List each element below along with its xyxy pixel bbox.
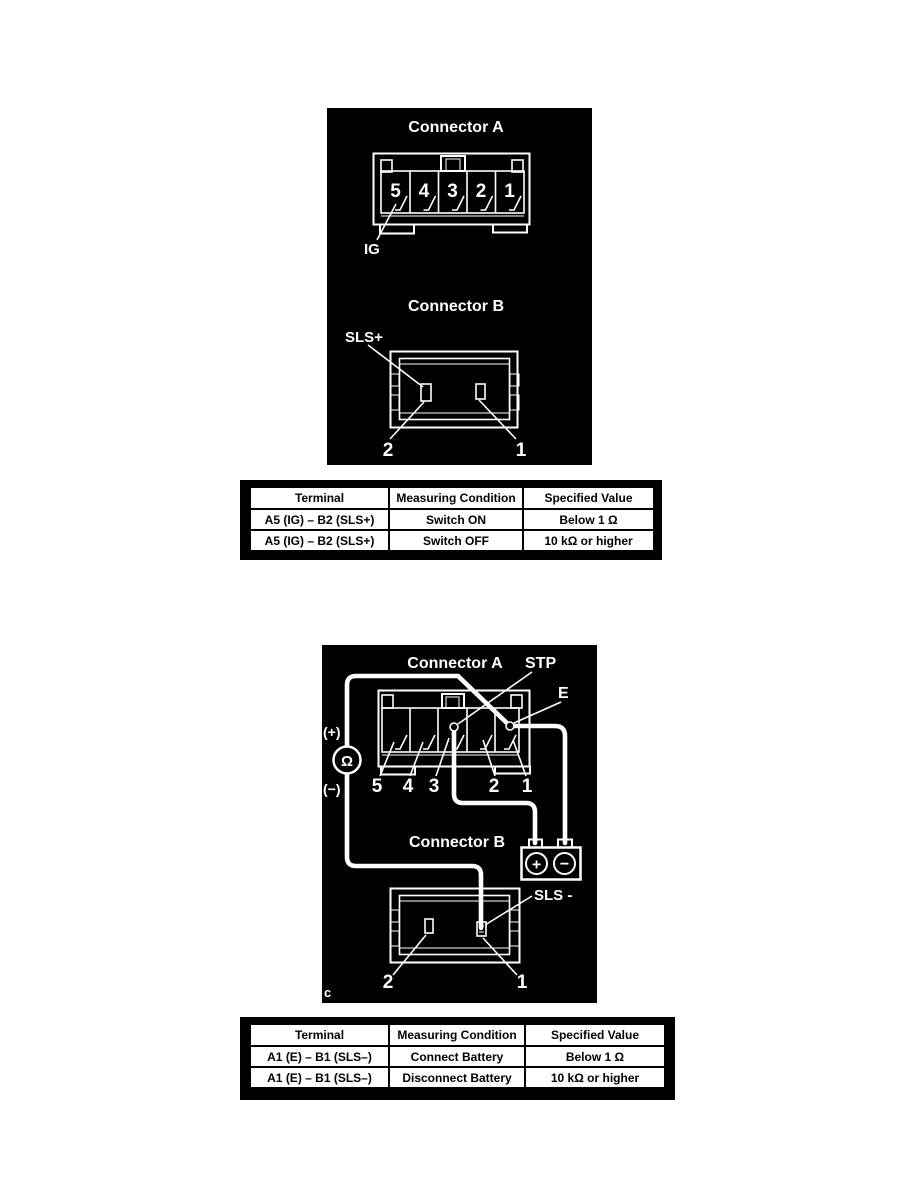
- connector-a-terminal-ticks: [395, 196, 521, 210]
- value-cell: 10 kΩ or higher: [523, 530, 654, 551]
- spec-table-1: [249, 486, 655, 552]
- connector-a-lock-tab-inner: [446, 159, 460, 171]
- terminal-cell: A5 (IG) – B2 (SLS+): [250, 530, 389, 551]
- spec-table-2: [249, 1023, 666, 1089]
- e-leader-line: [514, 702, 561, 723]
- stp-probe-dot: [450, 723, 458, 731]
- connector-a-left-lug: [382, 695, 393, 708]
- panel1-connector-b-drawing: [345, 329, 527, 461]
- panel2-connector-b-drawing: [383, 887, 573, 993]
- battery-icon: [522, 840, 581, 880]
- spec-table-block-2: [240, 1017, 675, 1100]
- connector-b-inner-lines: [400, 901, 509, 948]
- corner-mark: c: [324, 985, 332, 1000]
- panel1-connector-b-title: Connector B: [408, 298, 504, 315]
- table-row: [250, 509, 654, 530]
- connector-b-pin-2: [425, 919, 433, 933]
- connector-b-pin-1-number: 1: [516, 972, 528, 993]
- sls-plus-label: SLS+: [345, 329, 383, 346]
- pin1-leader-line: [483, 938, 517, 975]
- panel2-diagram: [322, 645, 597, 1003]
- connector-b-inner-lines: [400, 364, 509, 413]
- condition-cell: Connect Battery: [389, 1046, 525, 1067]
- pin-number-4: 4: [418, 181, 430, 202]
- connector-a-lock-tab: [441, 156, 465, 171]
- table-row: [250, 530, 654, 551]
- wire-plus-to-e: [347, 676, 510, 748]
- panel1-diagram: [327, 108, 592, 465]
- diagram-panel-continuity-check: [327, 108, 592, 465]
- pin-number-4: 4: [402, 776, 414, 797]
- connector-a-right-lug: [511, 695, 522, 708]
- stp-label: STP: [525, 655, 557, 672]
- pin-number-1: 1: [504, 181, 515, 202]
- connector-a-lock-tab: [442, 694, 464, 708]
- condition-cell: Switch OFF: [389, 530, 523, 551]
- col-header-measuring-condition: Measuring Condition: [389, 487, 523, 509]
- sls-minus-label: SLS -: [534, 887, 573, 904]
- panel1-connector-a-drawing: [364, 154, 530, 259]
- terminal-cell: A1 (E) – B1 (SLS–): [250, 1067, 389, 1088]
- connector-b-side-notches: [390, 374, 519, 410]
- wire-e-to-battery-minus: [512, 726, 565, 843]
- e-label: E: [558, 685, 569, 702]
- connector-b-pin-2-number: 2: [382, 972, 394, 993]
- condition-cell: Disconnect Battery: [389, 1067, 525, 1088]
- col-header-specified-value: Specified Value: [525, 1024, 665, 1046]
- pin-number-1: 1: [521, 776, 533, 797]
- table-row: [250, 1046, 665, 1067]
- connector-a-lock-tab-inner: [446, 697, 459, 708]
- pin-number-5: 5: [371, 776, 383, 797]
- value-cell: 10 kΩ or higher: [525, 1067, 665, 1088]
- connector-b-pin-1: [476, 384, 485, 399]
- value-cell: Below 1 Ω: [525, 1046, 665, 1067]
- terminal-cell: A1 (E) – B1 (SLS–): [250, 1046, 389, 1067]
- pin-number-2: 2: [475, 181, 487, 202]
- col-header-terminal: Terminal: [250, 487, 389, 509]
- diagram-panel-battery-check: [322, 645, 597, 1003]
- pin-number-2: 2: [488, 776, 500, 797]
- connector-b-pin-2-number: 2: [382, 440, 394, 461]
- battery-plus-icon: +: [531, 856, 542, 874]
- ohmmeter-wires: [347, 676, 565, 928]
- connector-a-right-lug: [512, 160, 523, 172]
- connector-a-bottom-right-tab: [493, 225, 527, 233]
- connector-b-housing: [391, 352, 518, 428]
- panel2-connector-a-title: Connector A: [407, 655, 503, 672]
- battery-body: [522, 848, 581, 880]
- connector-b-pin-1-number: 1: [515, 440, 527, 461]
- connector-a-bottom-left-tab: [381, 767, 415, 775]
- pin-number-5: 5: [390, 181, 401, 202]
- pin-number-3: 3: [428, 776, 440, 797]
- ig-leader-line: [377, 204, 396, 240]
- e-probe-dot: [506, 722, 514, 730]
- pin-number-3: 3: [447, 181, 458, 202]
- spec-table-block-1: [240, 480, 662, 560]
- connector-b-housing: [391, 889, 520, 963]
- pin2-leader-line: [390, 402, 424, 439]
- panel2-connector-b-title: Connector B: [409, 834, 505, 851]
- condition-cell: Switch ON: [389, 509, 523, 530]
- value-cell: Below 1 Ω: [523, 509, 654, 530]
- col-header-measuring-condition: Measuring Condition: [389, 1024, 525, 1046]
- connector-a-left-lug: [381, 160, 392, 172]
- terminal-cell: A5 (IG) – B2 (SLS+): [250, 509, 389, 530]
- table-header-row: [250, 1024, 665, 1046]
- sls-minus-leader-line: [485, 896, 532, 925]
- battery-minus-icon: −: [559, 856, 570, 873]
- ig-label: IG: [364, 241, 380, 258]
- col-header-specified-value: Specified Value: [523, 487, 654, 509]
- col-header-terminal: Terminal: [250, 1024, 389, 1046]
- table-header-row: [250, 487, 654, 509]
- connector-b-inner: [400, 896, 510, 955]
- ohm-symbol: Ω: [340, 753, 354, 770]
- table-row: [250, 1067, 665, 1088]
- meter-plus-lead-label: (+): [323, 724, 341, 740]
- panel1-connector-a-title: Connector A: [408, 119, 504, 136]
- meter-minus-lead-label: (−): [323, 781, 341, 797]
- ohmmeter: [323, 724, 361, 797]
